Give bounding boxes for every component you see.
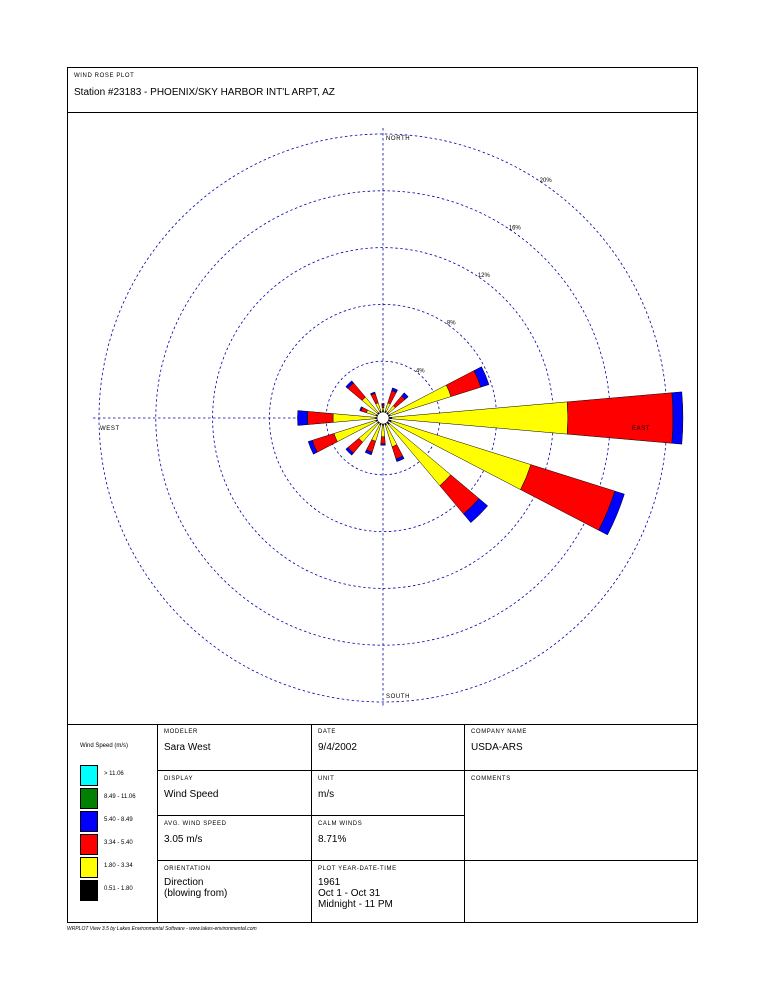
ring-label: 12% (477, 273, 490, 280)
unit-cell (311, 770, 465, 815)
legend-swatch (80, 857, 98, 878)
company-cell (464, 724, 698, 770)
comments-label: COMMENTS (471, 776, 511, 782)
avg-speed-label: AVG. WIND SPEED (164, 821, 227, 827)
unit-label: UNIT (318, 776, 335, 782)
calm-winds-value: 8.71% (318, 834, 347, 845)
legend-swatch (80, 811, 98, 832)
petal-segment-w (297, 411, 307, 426)
petal-segment-ese (391, 421, 531, 490)
petal-segment-s (381, 425, 384, 436)
company-label: COMPANY NAME (471, 729, 527, 735)
info-panel (67, 724, 698, 923)
legend-swatch (80, 788, 98, 809)
legend-label: 3.34 - 5.40 (104, 840, 133, 846)
plot-time-cell (311, 860, 465, 923)
petal-segment-e (567, 393, 673, 444)
modeler-label: MODELER (164, 729, 198, 735)
ring-label: 4% (415, 368, 425, 375)
legend-label: 5.40 - 8.49 (104, 817, 133, 823)
petal-segment-s (381, 444, 386, 446)
calm-winds-label: CALM WINDS (318, 821, 363, 827)
legend-title: Wind Speed (m/s) (80, 743, 129, 749)
plot-area (67, 112, 698, 725)
date-label: DATE (318, 729, 336, 735)
plot-type-label: WIND ROSE PLOT (74, 73, 135, 79)
orientation-cell (157, 860, 312, 923)
avg-speed-cell (157, 815, 312, 860)
legend-label: 1.80 - 3.34 (104, 863, 133, 869)
petal-segment-w (333, 414, 376, 423)
wind-rose-chart (68, 113, 699, 725)
legend-label: 8.49 - 11.06 (104, 794, 136, 800)
legend (68, 725, 157, 922)
date-value: 9/4/2002 (318, 742, 357, 753)
footer-credit: WRPLOT View 3.5 by Lakes Environmental Software - www.lakes-environmental.com (67, 926, 257, 932)
compass-north: NORTH (386, 136, 411, 142)
petal-segment-e (389, 417, 392, 419)
ring-label: 16% (508, 225, 521, 232)
petal-segment-n (382, 408, 384, 411)
legend-label: > 11.06 (104, 771, 124, 777)
modeler-cell (157, 724, 312, 770)
comments-cell (464, 770, 698, 860)
legend-swatch (80, 765, 98, 786)
display-cell (157, 770, 312, 815)
modeler-value: Sara West (164, 742, 211, 753)
petal-segment-nne (388, 391, 396, 404)
compass-east: EAST (632, 426, 651, 432)
compass-south: SOUTH (386, 694, 410, 700)
blank-cell (464, 860, 698, 923)
legend-swatch (80, 880, 98, 901)
station-title: Station #23183 - PHOENIX/SKY HARBOR INT'L ARPT, AZ (74, 87, 335, 98)
calm-winds-cell (311, 815, 465, 860)
display-value: Wind Speed (164, 789, 219, 800)
plot-time-year: 1961 (318, 877, 341, 888)
orientation-label: ORIENTATION (164, 866, 211, 872)
petal-segment-n (382, 405, 384, 408)
plot-time-label: PLOT YEAR-DATE-TIME (318, 866, 397, 872)
orientation-value-2: (blowing from) (164, 888, 228, 899)
unit-value: m/s (318, 789, 335, 800)
petal-segment-e (672, 392, 683, 444)
petal-segment-n (382, 403, 385, 404)
petal-segment-nnw (371, 393, 378, 404)
legend-label: 0.51 - 1.80 (104, 886, 133, 892)
compass-west: WEST (100, 426, 120, 432)
ring-label: 20% (539, 177, 552, 184)
petal-segment-w (307, 411, 333, 424)
petal-segment-s (381, 437, 386, 444)
display-label: DISPLAY (164, 776, 194, 782)
plot-header (67, 67, 698, 113)
company-value: USDA-ARS (471, 742, 523, 753)
plot-time-dates: Oct 1 - Oct 31 (318, 888, 381, 899)
legend-swatch (80, 834, 98, 855)
orientation-value-1: Direction (164, 877, 204, 888)
date-cell (311, 724, 465, 770)
calm-circle (377, 412, 389, 424)
plot-time-hours: Midnight - 11 PM (318, 899, 393, 910)
petal-segment-ese (521, 465, 615, 531)
ring-label: 8% (446, 320, 456, 327)
avg-speed-value: 3.05 m/s (164, 834, 203, 845)
